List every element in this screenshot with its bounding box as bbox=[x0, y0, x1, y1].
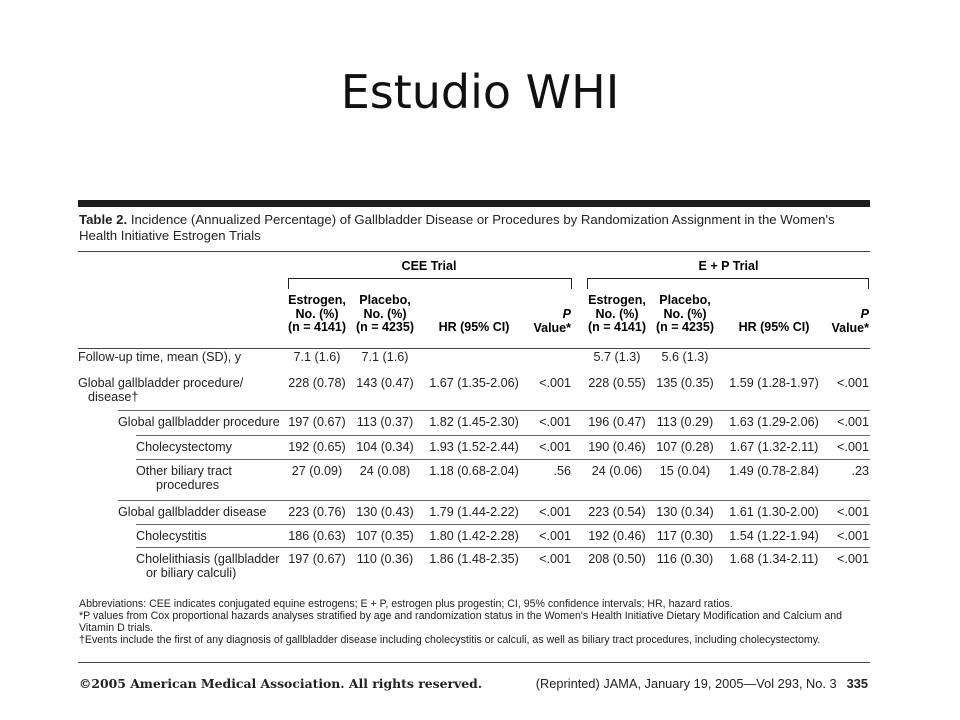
cell-ep-hr: 1.67 (1.32-2.11) bbox=[729, 440, 819, 454]
article-table bbox=[78, 200, 870, 702]
header-rule bbox=[78, 348, 870, 349]
col-hr-cee bbox=[419, 321, 529, 335]
row-label-line: Other biliary tract bbox=[136, 464, 232, 478]
cell-ep-p: <.001 bbox=[837, 529, 869, 543]
cell-ep-p: <.001 bbox=[837, 415, 869, 429]
cell-ep-placebo: 15 (0.04) bbox=[659, 464, 711, 478]
row-rule bbox=[136, 524, 870, 525]
cell-cee-estrogen: 197 (0.67) bbox=[288, 415, 346, 429]
cell-cee-estrogen: 228 (0.78) bbox=[288, 376, 346, 390]
cell-cee-estrogen: 7.1 (1.6) bbox=[293, 350, 341, 364]
footnote-events: †Events include the first of any diagnosis of gallbladder disease including cholecystitis or calculi, as well as biliary tract procedures, including cholecystectomy. bbox=[79, 634, 821, 646]
cell-ep-hr: 1.49 (0.78-2.84) bbox=[729, 464, 819, 478]
cell-cee-hr: 1.86 (1.48-2.35) bbox=[429, 552, 519, 566]
cell-ep-estrogen: 192 (0.46) bbox=[588, 529, 646, 543]
cell-cee-p: <.001 bbox=[539, 529, 571, 543]
cell-cee-placebo: 7.1 (1.6) bbox=[361, 350, 409, 364]
col-placebo-ep-line: Placebo, bbox=[659, 293, 711, 307]
cell-cee-estrogen: 27 (0.09) bbox=[291, 464, 343, 478]
cell-cee-placebo: 107 (0.35) bbox=[356, 529, 414, 543]
cell-cee-placebo: 110 (0.36) bbox=[356, 552, 414, 566]
row-label-line: Global gallbladder procedure/ bbox=[78, 376, 244, 390]
cell-ep-p: .23 bbox=[851, 464, 869, 478]
row-label bbox=[136, 440, 232, 454]
footnote-abbreviations: Abbreviations: CEE indicates conjugated equine estrogens; E + P, estrogen plus progestin; CI, 95% confidence intervals; HR, hazard ratios. bbox=[79, 598, 733, 610]
footnote-p-values: *P values from Cox proportional hazards analyses stratified by age and randomization status in the Women's Health Initiative Dietary Modification and Calcium and Vitamin D trials. bbox=[79, 610, 843, 634]
col-placebo-ep bbox=[651, 294, 719, 335]
row-label bbox=[118, 505, 266, 519]
cell-ep-estrogen: 190 (0.46) bbox=[588, 440, 646, 454]
cell-ep-estrogen: 24 (0.06) bbox=[591, 464, 643, 478]
cell-cee-hr: 1.82 (1.45-2.30) bbox=[429, 415, 519, 429]
col-placebo-cee-line: (n = 4235) bbox=[355, 320, 414, 334]
col-estrogen-ep-line: (n = 4141) bbox=[587, 320, 646, 334]
caption-rule bbox=[78, 251, 870, 252]
row-label-line: procedures bbox=[156, 478, 220, 492]
cell-ep-placebo: 116 (0.30) bbox=[656, 552, 714, 566]
row-rule bbox=[136, 435, 870, 436]
cell-cee-p: .56 bbox=[553, 464, 571, 478]
row-label-line: Cholecystectomy bbox=[136, 440, 232, 454]
row-rule bbox=[118, 410, 870, 411]
row-rule bbox=[136, 459, 870, 460]
cell-cee-placebo: 104 (0.34) bbox=[356, 440, 414, 454]
row-label bbox=[78, 376, 243, 404]
col-placebo-cee-line: Placebo, bbox=[359, 293, 411, 307]
row-label-line: Global gallbladder procedure bbox=[118, 415, 280, 429]
cell-ep-p: <.001 bbox=[837, 376, 869, 390]
cell-cee-p: <.001 bbox=[539, 440, 571, 454]
cell-cee-hr: 1.80 (1.42-2.28) bbox=[429, 529, 519, 543]
table-caption bbox=[79, 212, 869, 244]
cell-cee-estrogen: 186 (0.63) bbox=[288, 529, 346, 543]
table-top-rule bbox=[78, 200, 870, 207]
row-label bbox=[136, 552, 280, 580]
group-bracket-cee bbox=[288, 278, 572, 289]
col-p-cee bbox=[529, 308, 571, 335]
cell-ep-placebo: 135 (0.35) bbox=[656, 376, 714, 390]
cell-ep-estrogen: 5.7 (1.3) bbox=[593, 350, 641, 364]
row-label-line: Global gallbladder disease bbox=[118, 505, 267, 519]
cell-ep-hr: 1.63 (1.29-2.06) bbox=[729, 415, 819, 429]
cell-cee-placebo: 24 (0.08) bbox=[359, 464, 411, 478]
cell-cee-hr: 1.67 (1.35-2.06) bbox=[429, 376, 519, 390]
cell-ep-p: <.001 bbox=[837, 440, 869, 454]
col-p-ep-line: P bbox=[860, 307, 869, 321]
col-hr-cee-line: HR (95% CI) bbox=[438, 320, 510, 334]
table-caption-label: Table 2. bbox=[79, 212, 128, 227]
col-placebo-cee-line: No. (%) bbox=[363, 306, 407, 321]
footer-rule bbox=[78, 662, 870, 663]
row-label-line: Follow-up time, mean (SD), y bbox=[78, 350, 242, 364]
page-number: 335 bbox=[846, 676, 868, 691]
cell-cee-p: <.001 bbox=[539, 376, 571, 390]
cell-ep-hr: 1.61 (1.30-2.00) bbox=[729, 505, 819, 519]
group-header-cee: CEE Trial bbox=[401, 259, 457, 273]
row-label bbox=[136, 464, 232, 492]
row-label-line: disease† bbox=[88, 390, 139, 404]
cell-ep-placebo: 117 (0.30) bbox=[656, 529, 714, 543]
col-p-ep-line: Value* bbox=[831, 320, 869, 335]
col-estrogen-cee-line: No. (%) bbox=[295, 306, 339, 321]
cell-ep-hr: 1.54 (1.22-1.94) bbox=[729, 529, 819, 543]
row-label bbox=[78, 350, 241, 364]
cell-ep-estrogen: 196 (0.47) bbox=[588, 415, 646, 429]
col-estrogen-cee bbox=[283, 294, 351, 335]
row-label-line: Cholecystitis bbox=[136, 529, 207, 543]
cell-cee-placebo: 113 (0.37) bbox=[356, 415, 414, 429]
table-caption-text: Incidence (Annualized Percentage) of Gallbladder Disease or Procedures by Randomization Assignment in the Women's Health Initiative Estrogen Trials bbox=[79, 212, 835, 243]
col-placebo-ep-line: (n = 4235) bbox=[655, 320, 714, 334]
row-label bbox=[136, 529, 207, 543]
group-bracket-ep bbox=[587, 278, 869, 289]
cell-cee-p: <.001 bbox=[539, 552, 571, 566]
row-label bbox=[118, 415, 280, 429]
row-rule bbox=[118, 500, 870, 501]
col-p-cee-line: Value* bbox=[533, 320, 571, 335]
cell-cee-estrogen: 192 (0.65) bbox=[288, 440, 346, 454]
table-footnotes bbox=[79, 598, 871, 646]
col-estrogen-ep-line: No. (%) bbox=[595, 306, 639, 321]
col-hr-ep-line: HR (95% CI) bbox=[738, 320, 810, 334]
cell-ep-estrogen: 208 (0.50) bbox=[588, 552, 646, 566]
group-header-ep: E + P Trial bbox=[698, 259, 759, 273]
cell-cee-hr: 1.93 (1.52-2.44) bbox=[429, 440, 519, 454]
row-label-line: or biliary calculi) bbox=[146, 566, 237, 580]
copyright-notice: ©2005 American Medical Association. All rights reserved. bbox=[79, 676, 483, 691]
cell-cee-estrogen: 197 (0.67) bbox=[288, 552, 346, 566]
col-estrogen-cee-line: (n = 4141) bbox=[287, 320, 346, 334]
cell-ep-placebo: 130 (0.34) bbox=[656, 505, 714, 519]
cell-cee-p: <.001 bbox=[539, 505, 571, 519]
cell-cee-p: <.001 bbox=[539, 415, 571, 429]
cell-ep-placebo: 5.6 (1.3) bbox=[661, 350, 709, 364]
cell-ep-p: <.001 bbox=[837, 505, 869, 519]
cell-ep-placebo: 113 (0.29) bbox=[656, 415, 714, 429]
cell-ep-estrogen: 223 (0.54) bbox=[588, 505, 646, 519]
col-estrogen-cee-line: Estrogen, bbox=[288, 293, 346, 307]
cell-ep-p: <.001 bbox=[837, 552, 869, 566]
col-hr-ep bbox=[719, 321, 829, 335]
cell-cee-hr: 1.18 (0.68-2.04) bbox=[429, 464, 519, 478]
cell-cee-hr: 1.79 (1.44-2.22) bbox=[429, 505, 519, 519]
cell-cee-placebo: 130 (0.43) bbox=[356, 505, 414, 519]
col-p-cee-line: P bbox=[562, 307, 571, 321]
citation bbox=[536, 676, 868, 691]
cell-ep-hr: 1.59 (1.28-1.97) bbox=[729, 376, 819, 390]
slide-title: Estudio WHI bbox=[340, 65, 620, 119]
row-label-line: Cholelithiasis (gallbladder bbox=[136, 552, 280, 566]
citation-text: (Reprinted) JAMA, January 19, 2005—Vol 293, No. 3 bbox=[535, 676, 837, 691]
cell-ep-hr: 1.68 (1.34-2.11) bbox=[729, 552, 819, 566]
cell-cee-estrogen: 223 (0.76) bbox=[288, 505, 346, 519]
col-placebo-cee bbox=[351, 294, 419, 335]
cell-ep-placebo: 107 (0.28) bbox=[656, 440, 714, 454]
row-rule bbox=[136, 547, 870, 548]
col-estrogen-ep bbox=[583, 294, 651, 335]
cell-ep-estrogen: 228 (0.55) bbox=[588, 376, 646, 390]
col-estrogen-ep-line: Estrogen, bbox=[588, 293, 646, 307]
col-placebo-ep-line: No. (%) bbox=[663, 306, 707, 321]
col-p-ep bbox=[829, 308, 869, 335]
cell-cee-placebo: 143 (0.47) bbox=[356, 376, 414, 390]
